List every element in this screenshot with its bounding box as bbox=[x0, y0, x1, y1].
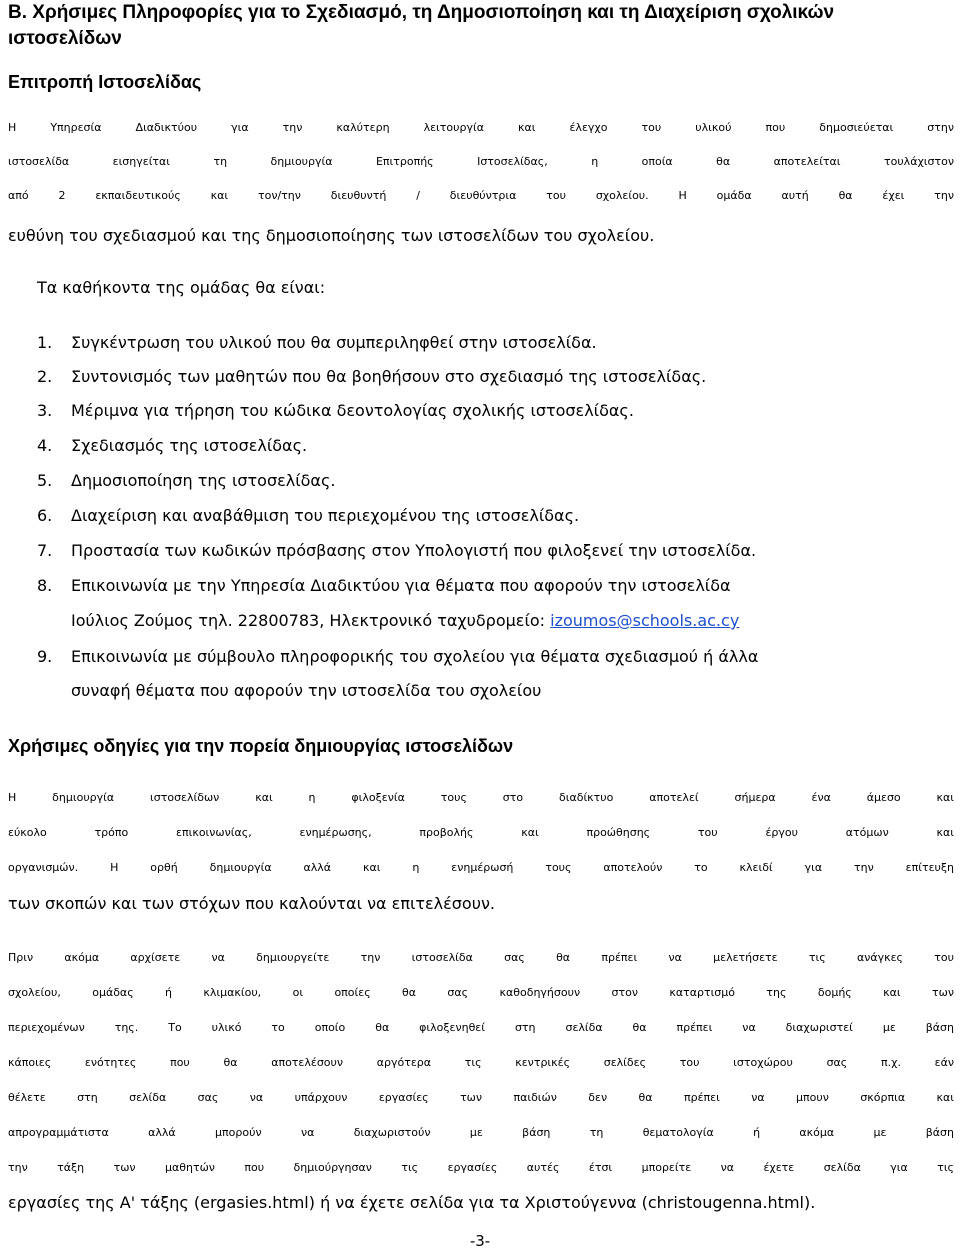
list-item-number: 6. bbox=[37, 506, 53, 525]
list-item-continuation: συναφή θέματα που αφορούν την ιστοσελίδα του σχολείου bbox=[71, 681, 542, 700]
paragraph-line: εργασίες της Α' τάξης (ergasies.html) ή να έχετε σελίδα για τα Χριστούγεννα (christougenna.html). bbox=[8, 1193, 816, 1212]
list-item: Διαχείριση και αναβάθμιση του περιεχομένου της ιστοσελίδας. bbox=[71, 506, 580, 525]
paragraph-line: περιεχομένων της. Το υλικό το οποίο θα φιλοξενηθεί στη σελίδα θα πρέπει να διαχωριστεί με βάση bbox=[8, 1021, 954, 1034]
list-item-number: 5. bbox=[37, 471, 53, 490]
list-item-number: 9. bbox=[37, 647, 53, 666]
duties-intro: Τα καθήκοντα της ομάδας θα είναι: bbox=[37, 278, 326, 297]
list-item-number: 7. bbox=[37, 541, 53, 560]
list-item-number: 2. bbox=[37, 367, 53, 386]
intro-line: ιστοσελίδα εισηγείται τη δημιουργία Επιτροπής Ιστοσελίδας, η οποία θα αποτελείται τουλάχιστον bbox=[8, 155, 954, 168]
paragraph-line: απρογραμμάτιστα αλλά μπορούν να διαχωριστούν με βάση τη θεματολογία ή ακόμα με βάση bbox=[8, 1126, 954, 1139]
page-number: -3- bbox=[469, 1232, 491, 1250]
paragraph-line: θέλετε στη σελίδα σας να υπάρχουν εργασίες των παιδιών δεν θα πρέπει να μπουν σκόρπια και bbox=[8, 1091, 954, 1104]
contact-text: Ιούλιος Ζούμος τηλ. 22800783, Ηλεκτρονικό ταχυδρομείο: bbox=[71, 611, 551, 630]
list-item-contact bbox=[71, 609, 739, 633]
intro-line: ευθύνη του σχεδιασμού και της δημοσιοποίησης των ιστοσελίδων του σχολείου. bbox=[8, 226, 655, 245]
list-item-number: 4. bbox=[37, 436, 53, 455]
list-item: Συγκέντρωση του υλικού που θα συμπεριληφθεί στην ιστοσελίδα. bbox=[71, 333, 597, 352]
email-link[interactable]: izoumos@schools.ac.cy bbox=[550, 611, 740, 630]
list-item: Επικοινωνία με την Υπηρεσία Διαδικτύου για θέματα που αφορούν την ιστοσελίδα bbox=[71, 576, 731, 595]
list-item: Επικοινωνία με σύμβουλο πληροφορικής του σχολείου για θέματα σχεδιασμού ή άλλα bbox=[71, 647, 759, 666]
intro-line: από 2 εκπαιδευτικούς και τον/την διευθυντή / διευθύντρια του σχολείου. Η ομάδα αυτή θα έχει την bbox=[8, 189, 954, 202]
paragraph-line: Η δημιουργία ιστοσελίδων και η φιλοξενία τους στο διαδίκτυο αποτελεί σήμερα ένα άμεσο και bbox=[8, 791, 954, 804]
paragraph-line: σχολείου, ομάδας ή κλιμακίου, οι οποίες θα σας καθοδηγήσουν στον καταρτισμό της δομής και των bbox=[8, 986, 954, 999]
paragraph-line: την τάξη των μαθητών που δημιούργησαν τις εργασίες αυτές έτσι μπορείτε να έχετε σελίδα για τις bbox=[8, 1161, 954, 1174]
list-item: Προστασία των κωδικών πρόσβασης στον Υπολογιστή που φιλοξενεί την ιστοσελίδα. bbox=[71, 541, 757, 560]
paragraph-line: εύκολο τρόπο επικοινωνίας, ενημέρωσης, προβολής και προώθησης του έργου ατόμων και bbox=[8, 826, 954, 839]
list-item-number: 8. bbox=[37, 576, 53, 595]
paragraph-line: οργανισμών. Η ορθή δημιουργία αλλά και η ενημέρωσή τους αποτελούν το κλειδί για την επίτευξη bbox=[8, 861, 954, 874]
intro-line: Η Υπηρεσία Διαδικτύου για την καλύτερη λειτουργία και έλεγχο του υλικού που δημοσιεύεται στην bbox=[8, 121, 954, 134]
paragraph-line: των σκοπών και των στόχων που καλούνται να επιτελέσουν. bbox=[8, 894, 495, 913]
list-item: Σχεδιασμός της ιστοσελίδας. bbox=[71, 436, 308, 455]
guide-heading: Χρήσιμες οδηγίες για την πορεία δημιουργίας ιστοσελίδων bbox=[8, 736, 514, 756]
list-item: Συντονισμός των μαθητών που θα βοηθήσουν στο σχεδιασμό της ιστοσελίδας. bbox=[71, 367, 707, 386]
list-item-number: 1. bbox=[37, 333, 53, 352]
committee-heading: Επιτροπή Ιστοσελίδας bbox=[8, 72, 202, 92]
paragraph-line: κάποιες ενότητες που θα αποτελέσουν αργότερα τις κεντρικές σελίδες του ιστοχώρου σας π.χ. εάν bbox=[8, 1056, 954, 1069]
list-item-number: 3. bbox=[37, 401, 53, 420]
list-item: Μέριμνα για τήρηση του κώδικα δεοντολογίας σχολικής ιστοσελίδας. bbox=[71, 401, 634, 420]
list-item: Δημοσιοποίηση της ιστοσελίδας. bbox=[71, 471, 336, 490]
paragraph-line: Πριν ακόμα αρχίσετε να δημιουργείτε την ιστοσελίδα σας θα πρέπει να μελετήσετε τις ανάγκες του bbox=[8, 951, 954, 964]
section-title: Β. Χρήσιμες Πληροφορίες για το Σχεδιασμό, τη Δημοσιοποίηση και τη Διαχείριση σχολικών ιστοσελίδων bbox=[8, 2, 835, 49]
